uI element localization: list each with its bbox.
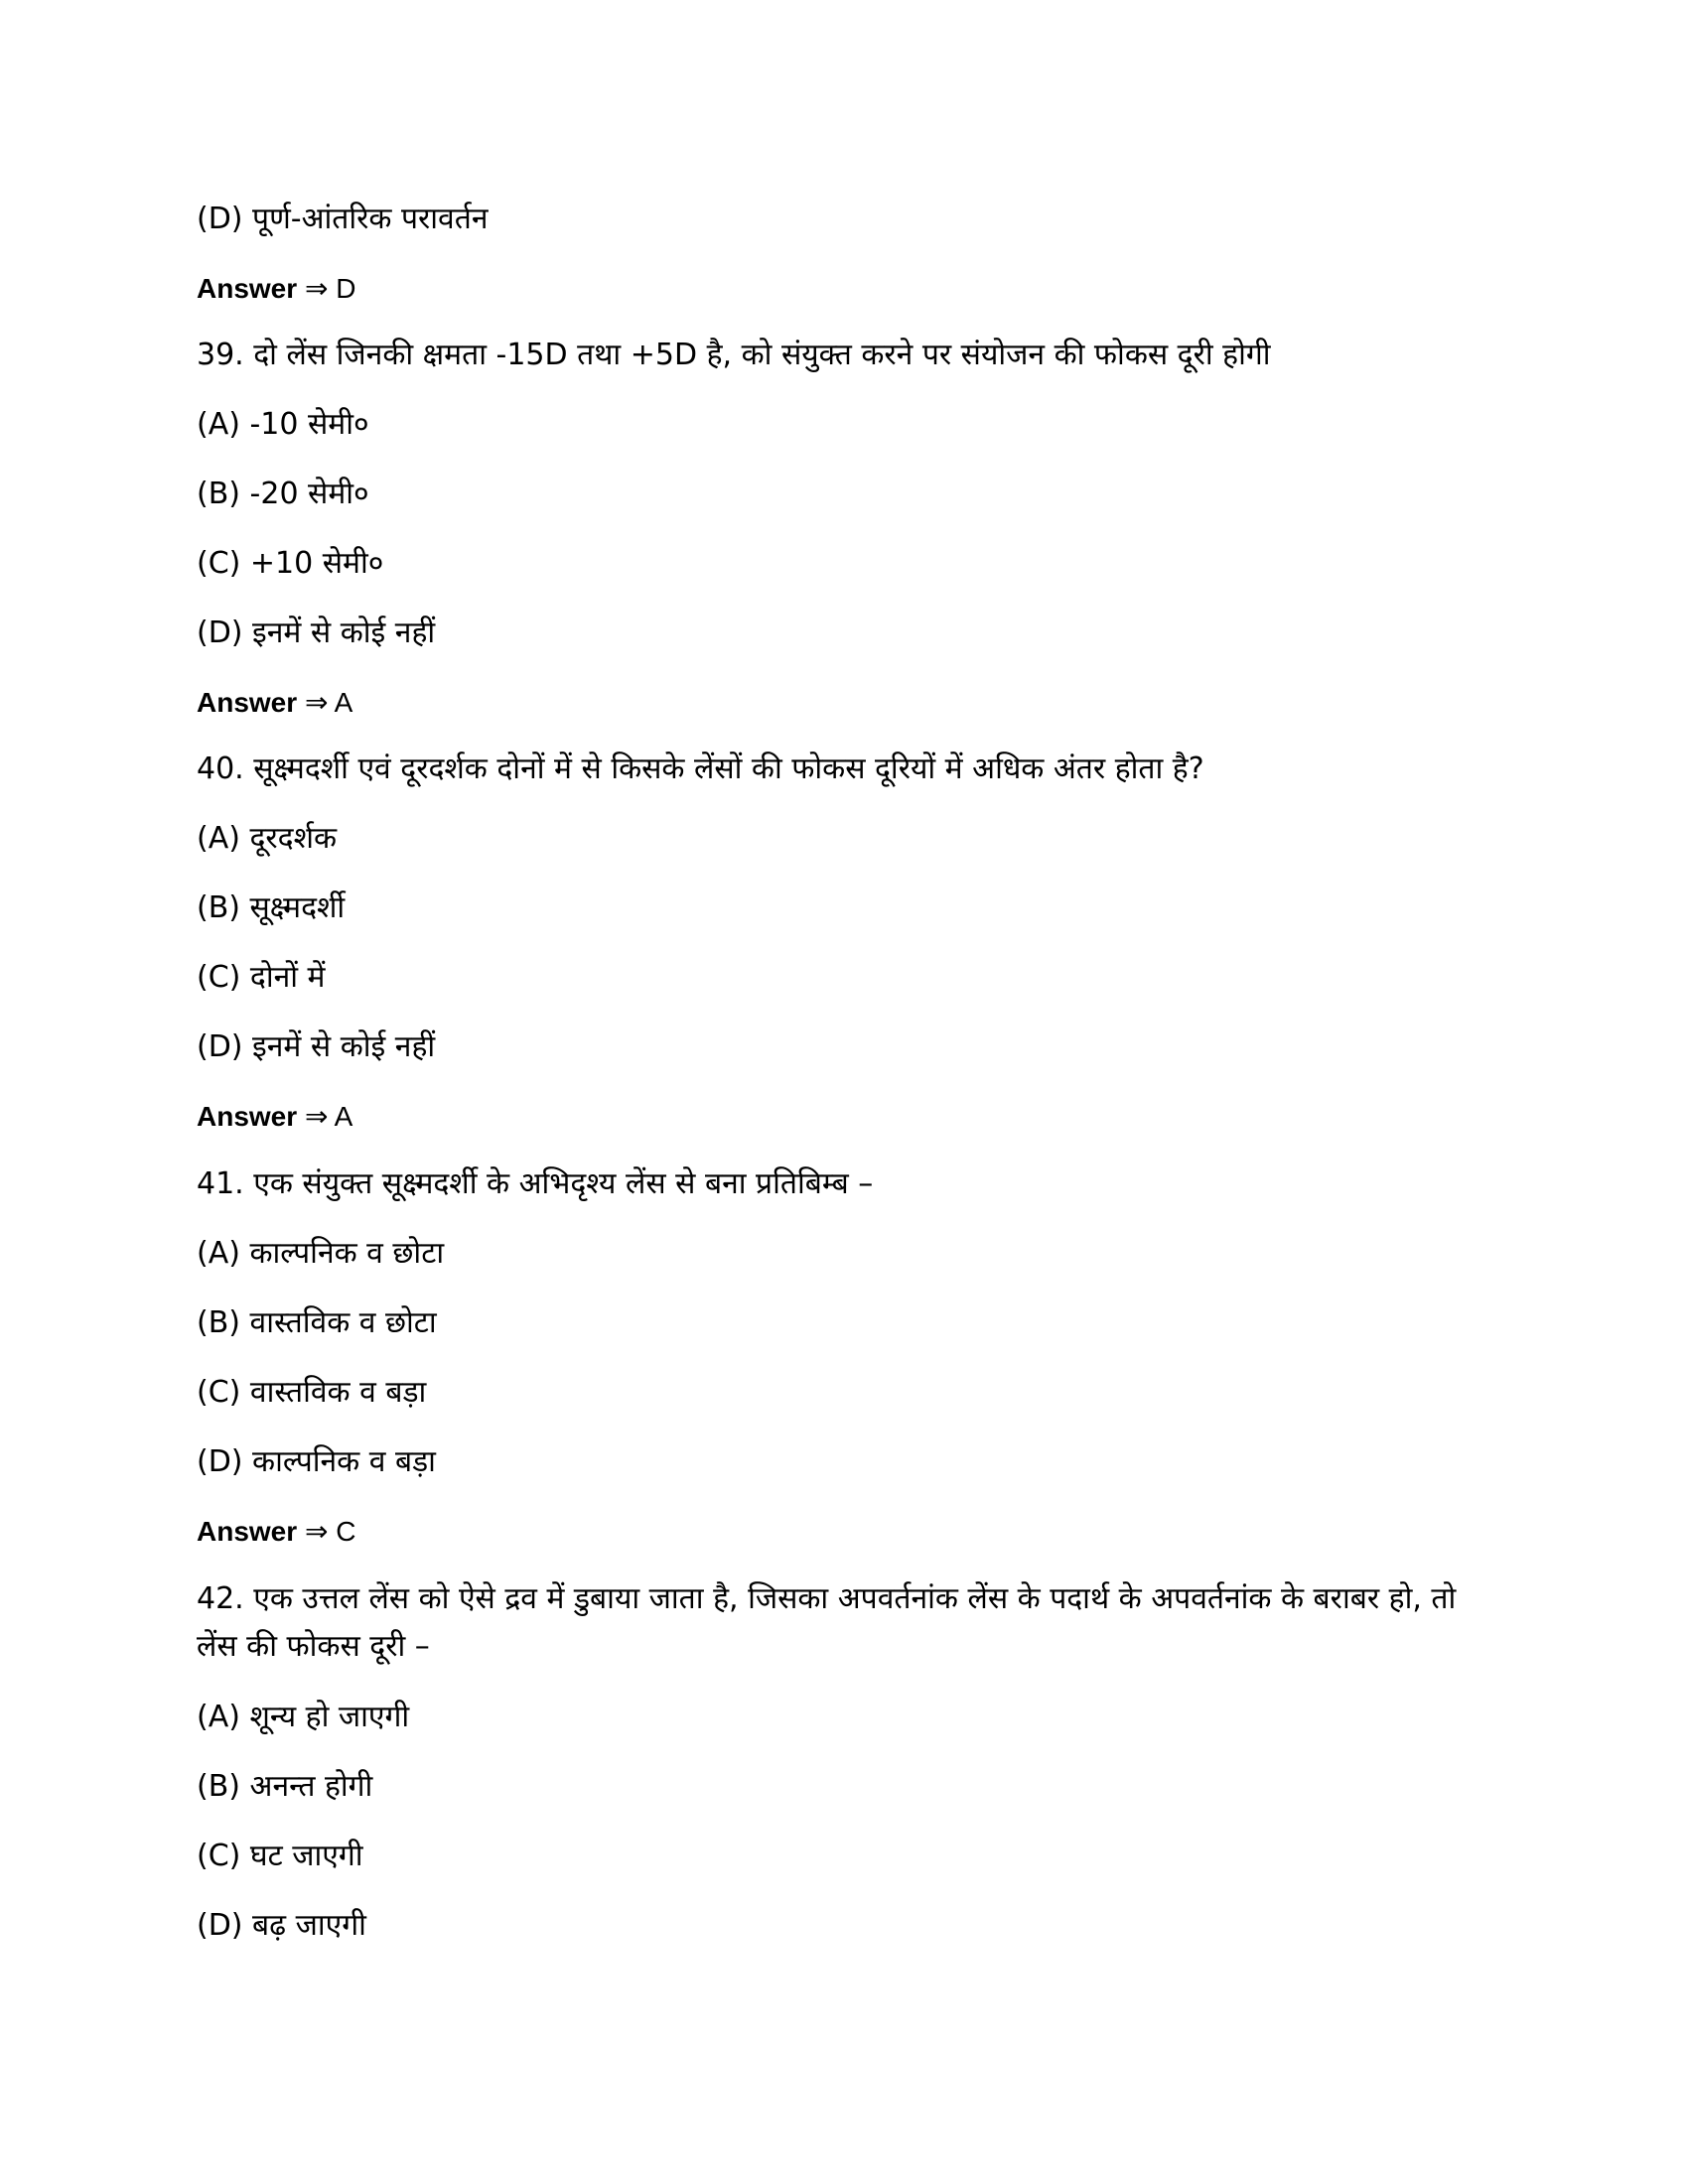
answer-value: C <box>336 1516 356 1547</box>
option-38-d: (D) पूर्ण-आंतरिक परावर्तन <box>197 202 489 236</box>
option-39-b: (B) -20 सेमी० <box>197 477 369 511</box>
answer-41 <box>197 1509 1487 1555</box>
answer-value: D <box>336 273 356 304</box>
option-41-a: (A) काल्पनिक व छोटा <box>197 1236 445 1271</box>
question-40: 40. सूक्ष्मदर्शी एवं दूरदर्शक दोनों में से किसके लेंसों की फोकस दूरियों में अधिक अंतर होता है? <box>197 751 1204 786</box>
answer-value: A <box>334 687 353 718</box>
option-41-d: (D) काल्पनिक व बड़ा <box>197 1444 436 1479</box>
option-40-b: (B) सूक्ष्मदर्शी <box>197 890 346 925</box>
answer-value: A <box>334 1101 353 1132</box>
option-42-b: (B) अनन्त होगी <box>197 1769 373 1804</box>
option-42-d: (D) बढ़ जाएगी <box>197 1908 366 1943</box>
answer-38 <box>197 266 1487 312</box>
answer-label: Answer <box>197 1101 298 1132</box>
option-42-a: (A) शून्य हो जाएगी <box>197 1700 410 1734</box>
question-41: 41. एक संयुक्त सूक्ष्मदर्शी के अभिदृश्य लेंस से बना प्रतिबिम्ब – <box>197 1166 874 1201</box>
option-40-a: (A) दूरदर्शक <box>197 821 338 856</box>
answer-arrow: ⇒ <box>304 273 329 304</box>
option-41-c: (C) वास्तविक व बड़ा <box>197 1375 427 1410</box>
option-39-c: (C) +10 सेमी० <box>197 546 384 581</box>
option-40-d: (D) इनमें से कोई नहीं <box>197 1029 436 1064</box>
option-42-c: (C) घट जाएगी <box>197 1839 363 1873</box>
answer-arrow: ⇒ <box>304 1101 329 1132</box>
option-39-a: (A) -10 सेमी० <box>197 407 369 442</box>
answer-arrow: ⇒ <box>304 1516 329 1547</box>
answer-label: Answer <box>197 687 298 718</box>
option-40-c: (C) दोनों में <box>197 960 326 995</box>
option-41-b: (B) वास्तविक व छोटा <box>197 1305 437 1340</box>
question-39: 39. दो लेंस जिनकी क्षमता -15D तथा +5D है, को संयुक्त करने पर संयोजन की फोकस दूरी होगी <box>197 338 1271 372</box>
answer-39 <box>197 680 1487 726</box>
option-39-d: (D) इनमें से कोई नहीं <box>197 615 436 650</box>
answer-label: Answer <box>197 1516 298 1547</box>
answer-label: Answer <box>197 273 298 304</box>
answer-40 <box>197 1094 1487 1140</box>
question-42: 42. एक उत्तल लेंस को ऐसे द्रव में डुबाया जाता है, जिसका अपवर्तनांक लेंस के पदार्थ के अपवर्तनांक के बराबर हो, तो लेंस की फोकस दूरी – <box>197 1581 1457 1664</box>
answer-arrow: ⇒ <box>304 687 329 718</box>
